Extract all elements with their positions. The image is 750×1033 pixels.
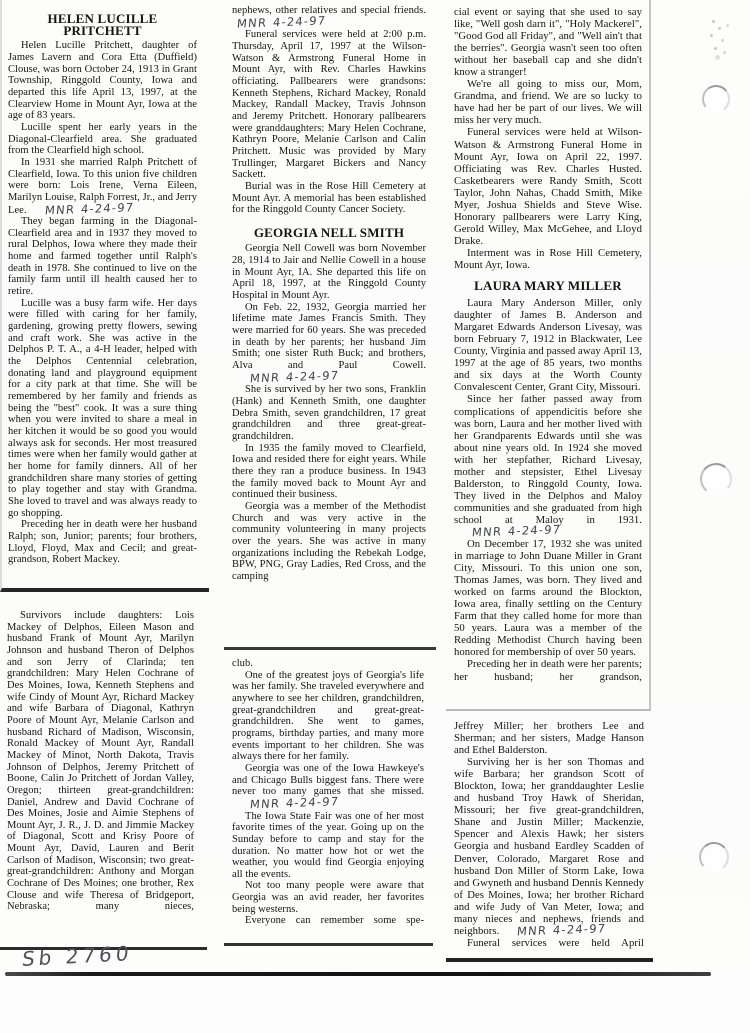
obituary-heading-laura-mary-miller: LAURA MARY MILLER [474, 278, 622, 294]
paragraph [232, 763, 424, 811]
paragraph-text: Since her father passed away from complications of appendicitis before she was born, Laura and her mother lived with her Grandparents Edwards until she was about nine years old. In 1924 she moved with her stepfather, Richard Livesay, mother and stepsister, Ethel Livesay Balderston, to Ringgold County, Iowa. They lived in the Delphos and Maloy communities and she graduated from high school at Maloy in 1931. [454, 393, 642, 526]
paragraph-text: Georgia was one of the Iowa Hawkeye's and Chicago Bulls biggest fans. There were never too many games that she missed. [232, 762, 424, 798]
paragraph: On December 17, 1932 she was united in marriage to John Duane Miller in Grant City, Missouri. To this union one son, Thomas James, was born. They lived and worked on farms around the Blockton, Iowa area, finally settling on the Century Farm that they called home for more than 50 years. Laura was a member of the Redding Methodist Church having been honored for membership of over 50 years. [454, 538, 642, 659]
page-bottom-edge-line [5, 972, 711, 976]
handwritten-date-annotation: MNR 4-24-97 [249, 794, 340, 812]
paragraph: Interment was in Rose Hill Cemetery, Mount Ayr, Iowa. [454, 246, 642, 271]
paragraph: The Iowa State Fair was one of her most favorite times of the year. Going up on the Sunday before to camp and stay for the duration. No matter how hot or wet the weather, you would find Georgia enjoying all the events. [232, 810, 424, 880]
handwritten-catalog-number: Sb 2760 [20, 941, 134, 971]
paragraph: Funeral services were held at Wilson-Watson & Armstrong Funeral Home in Mount Ayr, Iowa on April 22, 1997. Officiating was Rev. Charles Husted. Casketbearers were Randy Smith, Scott Taylor, John Nahas, Chadd Smith, Mike Myer, Joshua Shields and Steve Wise. Honorary pallbearers were Larry King, Gerold Willey, Max McGehee, and Lloyd Drake. [454, 126, 642, 247]
paragraph: Laura Mary Anderson Miller, only daughter of James B. Anderson and Margaret Edwards Anderson Livesay, was born February 7, 1912 in Blackwater, Lee County, Virginia and passed away April 13, 1997 at the age of 85 years, two months and six days at the Worth County Convalescent Center, Grant City, Missouri. [454, 297, 642, 394]
paragraph: Everyone can remember some spe- [245, 915, 424, 927]
clipping-miller-survivors [446, 716, 653, 962]
hole-punch-top [700, 83, 732, 115]
paragraph [8, 157, 197, 216]
paragraph: Georgia Nell Cowell was born November 28, 1914 to Jair and Nellie Cowell in a house in Mount Ayr, IA. She departed this life on April 18, 1997, at the Ringgold County Hospital in Mount Ayr. [232, 243, 426, 302]
handwritten-date-annotation: MNR 4-24-97 [249, 367, 340, 386]
clipping-pritchett-continuation-smith [224, 0, 436, 650]
paragraph: Lucille was a busy farm wife. Her days were filled with caring for her family, gardening, growing pretty flowers, sewing and craft work. She was active in the Delphos P. T. A., a 4-H leader, helped with the Delphos Centennial celebration, donating land and playground equipment for a city park at that time. She will be remembered by her family and friends as being the "best" cook. It was a sure thing when you were invited to share a meal in her kitchen it would be so good you would always ask for seconds. Her most treasured times were when her family would gather at her home for family dinners. All of her grandchildren share many stories of getting to play together and stay with Grandma. She loved to travel and was always ready to go shopping. [8, 297, 197, 519]
paragraph-text: Surviving her is her son Thomas and wife Barbara; her grandson Scott of Blockton, Iowa; her granddaughter Leslie and husband Troy Hawk of Sheridan, Missouri; her five great-grandchildren, Shane and Justin Miller; Mackenzie, Spencer and Alexis Hawk; her sisters Georgia and husband Eardley Scadden of Denver, Colorado, Margaret Rose and husband Don Miller of Storm Lake, Iowa and Gwyneth and husband Dennis Kennedy of Des Moines, Iowa; her brother Richard and wife Judy of Van Meter, Iowa; and many nieces and nephews, friends and neighbors. [454, 756, 644, 937]
paragraph: Helen Lucille Pritchett, daughter of James Lavern and Cora Etta (Duffield) Clouse, was born October 24, 1913 in Grant Township, Ringgold County, Iowa and departed this life April 13, 1997, at the Clearview Home in Mount Ayr, Iowa at the age of 83 years. [8, 40, 197, 122]
clipping-pritchett-survivors [0, 604, 207, 950]
paragraph: Funeral services were held at 2:00 p.m. Thursday, April 17, 1997 at the Wilson-Watson & Armstrong Funeral Home in Mount Ayr, with Rev. Charles Hawkins officiating. Pallbearers were grandsons: Kenneth Stephens, Richard Mackey, Ronald Mackey, Randall Mackey, Travis Johnson and Jeremy Pritchett. Honorary pallbearers were granddaughters: Mary Helen Cochrane, Kathryn Poore, Melanie Carlson and Calin Pritchett. Music was provided by Mary Trullinger, Margaret Bickers and Nancy Sackett. [232, 29, 426, 181]
hole-punch-bottom [698, 841, 730, 873]
paragraph [454, 393, 642, 538]
handwritten-date-annotation: MNR 4-24-97 [43, 199, 135, 217]
clipping-smith-continuation-miller [446, 0, 651, 711]
paragraph: Lucille spent her early years in the Diagonal-Clearfield area. She graduated from the Clearfield high school. [8, 121, 197, 157]
paragraph: She is survived by her two sons, Franklin (Hank) and Kenneth Smith, one daughter Debra Smith, seven grandchildren, 17 great grandchildren and three great-great-grandchildren. [232, 384, 426, 442]
paragraph: Jeffrey Miller; her brothers Lee and Sherman; and her sisters, Madge Hanson and Ethel Balderston. [454, 720, 644, 757]
handwritten-date-annotation: MNR 4-24-97 [471, 522, 562, 540]
obituary-heading-helen-lucille-pritchett: HELEN LUCILLE PRITCHETT [47, 11, 158, 38]
paragraph: They began farming in the Diagonal-Clearfield area and in 1937 they moved to rural Delphos, Iowa where they made their home and farmed together until Ralph's death in 1978. She continued to live on the family farm until ill health caused her to retire. [8, 216, 197, 298]
paragraph: We're all going to miss our, Mom, Grandma, and friend. We are so lucky to have had her be part of our lives. We will miss her very much. [454, 78, 642, 127]
paragraph: club. [232, 658, 253, 669]
paragraph [232, 5, 426, 29]
handwritten-date-annotation: MNR 4-24-97 [516, 920, 608, 939]
paragraph: Burial was in the Rose Hill Cemetery at Mount Ayr. A memorial has been established for the Ringgold County Cancer Society. [232, 180, 426, 216]
hole-punch-middle [698, 461, 733, 496]
handwritten-date-annotation: MNR 4-24-97 [236, 13, 327, 31]
paragraph-text: In 1931 she married Ralph Pritchett of Clearfield, Iowa. To this union five children were born: Lois Irene, Verna Eileen, Marilyn Louise, Ralph Forrest, Jr., and Jerry Lee. [8, 156, 197, 216]
paragraph-text: On Feb. 22, 1932, Georgia married her lifetime mate James Francis Smith. They were married for 60 years. She was preceded in death by her parents; her husband Jim Smith; one sister Ruth Buck; and brothers, Alva and Paul Cowell. [232, 301, 426, 372]
paragraph: Survivors include daughters: Lois Mackey of Delphos, Eileen Mason and husband Frank of Mount Ayr, Marilyn Johnson and husband Theron of Delphos and son Jerry of Clarinda; ten grandchildren: Mary Helen Cochrane of Des Moines, Iowa, Kenneth Stephens and wife Cindy of Mount Ayr, Richard Mackey and wife Barbara of Diagonal, Kathryn Poore of Mount Ayr, Melanie Carlson and husband Richard of Madison, Wisconsin, Ronald Mackey of Mount Ayr, Randall Mackey of Minot, North Dakota, Travis Johnson of Delphos, Jeremy Pritchett of Boone, Calin Jo Pritchett of Jordan Valley, Oregon; thirteen great-grandchildren: Daniel, Andrew and David Cochrane of Des Moines, Josie and Aimie Stephens of Mount Ayr, J. R., J. D. and Jimmie Mackey of Diagonal, Scott and Krisy Poore of Mount Ayr, David, Lauren and Berit Carlson of Madison, Wisconsin; two great-great-grandchildren: Anthony and Morgan Cochrane of Des Moines; one brother, Rex Clouse and wife Theresa of Bridgeport, Nebraska; many nieces, [7, 610, 194, 913]
paragraph: Preceding her in death were her husband Ralph; son, Junior; parents; four brothers, Lloyd, Floyd, Max and Cecil; and great-grandson, Robert Mackey. [8, 519, 197, 566]
paragraph: Not too many people were aware that Georgia was an avid reader, her favorites being westerns. [232, 880, 424, 915]
scan-speckle-noise [712, 20, 715, 23]
paragraph [232, 302, 426, 385]
paragraph: One of the greatest joys of Georgia's life was her family. She traveled everywhere and anywhere to see her children, grandchildren, great-grandchildren and great-great-grandchildren. She went to games, programs, birthday parties, and many more events important to her children. She was always there for her family. [232, 669, 424, 763]
paragraph [454, 756, 644, 937]
clipping-smith-continuation [224, 655, 433, 946]
paragraph: Funeral services were held April [467, 936, 644, 949]
obituary-heading-georgia-nell-smith: GEORGIA NELL SMITH [253, 224, 405, 240]
paragraph: Georgia was a member of the Methodist Church and was very active in the community volunteering in many projects over the years. She was active in many organizations including the Rebekah Lodge, BPW, PNG, Gray Ladies, Red Cross, and the camping [232, 500, 426, 582]
paragraph: In 1935 the family moved to Clearfield, Iowa and resided there for eight years. While there they ran a produce business. In 1943 the family moved back to Mount Ayr and continued their business. [232, 442, 426, 501]
clipping-pritchett-main [0, 0, 209, 592]
paragraph-text: nephews, other relatives and special friends. [232, 5, 426, 16]
paragraph: Preceding her in death were her parents; her husband; her grandson, [454, 658, 642, 683]
paragraph: cial event or saying that she used to say like, "Well gosh darn it", "Holy Mackerel", "Good God all Friday", and "Well ain't that the berries". Georgia wasn't seen too often without her baseball cap and she didn't know a stranger! [454, 6, 642, 79]
